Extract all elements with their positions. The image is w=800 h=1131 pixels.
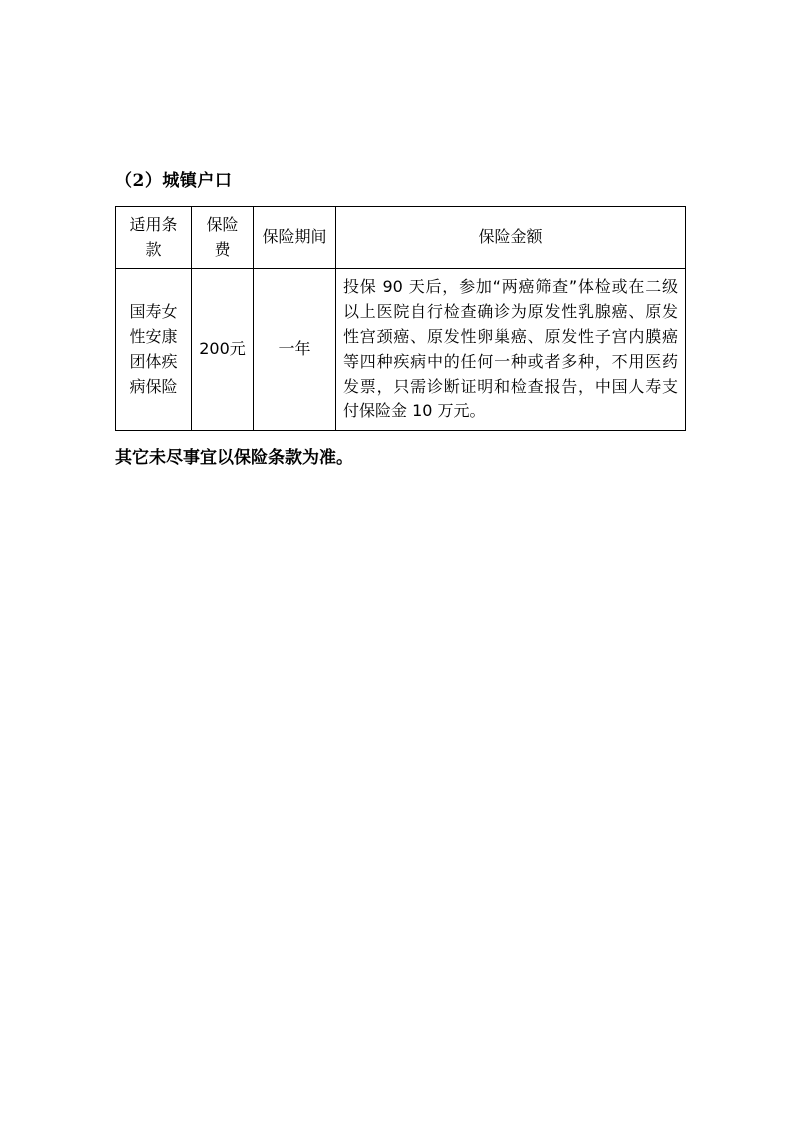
document-content — [115, 170, 685, 472]
column-header-amount: 保险金额 — [336, 206, 686, 269]
column-header-period: 保险期间 — [254, 206, 336, 269]
cell-clause: 国寿女性安康团体疾病保险 — [116, 269, 192, 431]
section-heading: （2）城镇户口 — [115, 171, 233, 191]
column-header-clause: 适用条款 — [116, 206, 192, 269]
cell-period: 一年 — [254, 269, 336, 431]
footnote-text: 其它未尽事宜以保险条款为准。 — [115, 448, 353, 469]
insurance-table — [115, 206, 686, 431]
table-row — [116, 269, 686, 431]
cell-premium: 200元 — [192, 269, 254, 431]
cell-amount: 投保 90 天后，参加“两癌筛查”体检或在二级以上医院自行检查确诊为原发性乳腺癌、原发性宫颈癌、原发性卵巢癌、原发性子宫内膜癌等四种疾病中的任何一种或者多种，不用医药发票，只需诊断证明和检查报告，中国人寿支付保险金 10 万元。 — [336, 269, 686, 431]
table-header-row — [116, 206, 686, 269]
column-header-premium: 保险费 — [192, 206, 254, 269]
